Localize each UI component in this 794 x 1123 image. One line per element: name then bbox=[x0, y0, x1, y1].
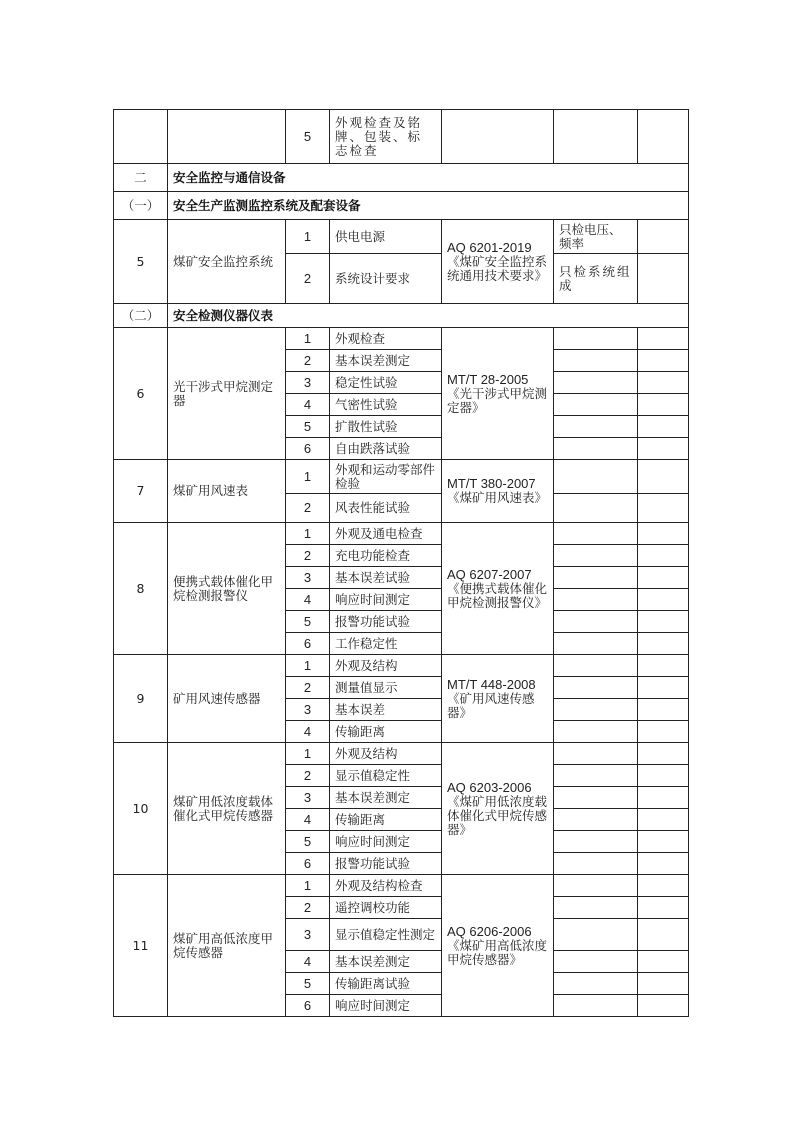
note-cell bbox=[554, 494, 638, 523]
note-cell bbox=[554, 951, 638, 973]
sub-no-cell: 6 bbox=[286, 853, 330, 875]
extra-cell bbox=[638, 611, 689, 633]
extra-cell bbox=[638, 787, 689, 809]
extra-cell bbox=[638, 328, 689, 350]
note-cell: 只检系统组成 bbox=[554, 254, 638, 304]
seq-cell: 7 bbox=[114, 460, 168, 523]
note-cell bbox=[554, 919, 638, 951]
sub-no-cell: 5 bbox=[286, 973, 330, 995]
sub-no-cell: 2 bbox=[286, 545, 330, 567]
item-cell: 充电功能检查 bbox=[330, 545, 442, 567]
note-cell bbox=[554, 611, 638, 633]
sub-no-cell: 4 bbox=[286, 951, 330, 973]
standard-code: MT/T 448-2008 bbox=[447, 676, 536, 692]
sub-no-cell: 2 bbox=[286, 350, 330, 372]
extra-cell bbox=[638, 853, 689, 875]
note-cell bbox=[554, 545, 638, 567]
inspection-items-table bbox=[113, 109, 689, 1017]
extra-cell bbox=[638, 110, 689, 164]
subsection-row bbox=[114, 304, 689, 328]
extra-cell bbox=[638, 743, 689, 765]
standard-cell bbox=[442, 460, 554, 523]
sub-no-cell: 2 bbox=[286, 765, 330, 787]
item-cell: 显示值稳定性 bbox=[330, 765, 442, 787]
note-cell bbox=[554, 110, 638, 164]
sub-no-cell: 5 bbox=[286, 831, 330, 853]
extra-cell bbox=[638, 350, 689, 372]
table-row bbox=[114, 875, 689, 897]
sub-no-cell: 3 bbox=[286, 699, 330, 721]
standard-code: MT/T 380-2007 bbox=[447, 476, 536, 491]
extra-cell bbox=[638, 567, 689, 589]
name-cell: 便携式载体催化甲烷检测报警仪 bbox=[168, 523, 286, 655]
sub-no-cell: 3 bbox=[286, 567, 330, 589]
sub-no-cell: 3 bbox=[286, 787, 330, 809]
item-cell: 外观和运动零部件检验 bbox=[330, 460, 442, 494]
extra-cell bbox=[638, 394, 689, 416]
subsection-title: 安全检测仪器仪表 bbox=[168, 304, 689, 328]
extra-cell bbox=[638, 919, 689, 951]
table-row bbox=[114, 220, 689, 254]
subsection-row bbox=[114, 192, 689, 220]
sub-no-cell: 6 bbox=[286, 995, 330, 1017]
note-cell bbox=[554, 765, 638, 787]
sub-no-cell: 1 bbox=[286, 220, 330, 254]
item-cell: 外观检查 bbox=[330, 328, 442, 350]
note-cell bbox=[554, 350, 638, 372]
sub-no-cell: 6 bbox=[286, 438, 330, 460]
standard-cell bbox=[442, 875, 554, 1017]
table-row bbox=[114, 460, 689, 494]
item-cell: 基本误差 bbox=[330, 699, 442, 721]
item-cell: 外观及结构 bbox=[330, 743, 442, 765]
extra-cell bbox=[638, 254, 689, 304]
sub-no-cell: 4 bbox=[286, 809, 330, 831]
extra-cell bbox=[638, 545, 689, 567]
item-cell: 风表性能试验 bbox=[330, 494, 442, 523]
standard-code: AQ 6203-2006 bbox=[447, 779, 532, 795]
extra-cell bbox=[638, 831, 689, 853]
note-cell bbox=[554, 677, 638, 699]
standard-title: 《煤矿用高低浓度甲烷传感器》 bbox=[447, 937, 548, 967]
item-cell: 报警功能试验 bbox=[330, 611, 442, 633]
item-cell: 显示值稳定性测定 bbox=[330, 919, 442, 951]
note-cell bbox=[554, 743, 638, 765]
note-cell bbox=[554, 438, 638, 460]
extra-cell bbox=[638, 460, 689, 494]
name-cell: 光干涉式甲烷测定器 bbox=[168, 328, 286, 460]
sub-no-cell: 1 bbox=[286, 875, 330, 897]
standard-cell bbox=[442, 655, 554, 743]
name-cell: 煤矿安全监控系统 bbox=[168, 220, 286, 304]
note-cell: 只检电压、频率 bbox=[554, 220, 638, 254]
standard-title: 《矿用风速传感器》 bbox=[447, 690, 535, 720]
section-row bbox=[114, 164, 689, 192]
note-cell bbox=[554, 787, 638, 809]
extra-cell bbox=[638, 494, 689, 523]
seq-cell: 6 bbox=[114, 328, 168, 460]
subsection-number: （二） bbox=[114, 304, 168, 328]
note-cell bbox=[554, 875, 638, 897]
note-cell bbox=[554, 416, 638, 438]
sub-no-cell: 4 bbox=[286, 721, 330, 743]
extra-cell bbox=[638, 677, 689, 699]
item-cell: 传输距离 bbox=[330, 721, 442, 743]
item-cell: 传输距离 bbox=[330, 809, 442, 831]
sub-no-cell: 1 bbox=[286, 460, 330, 494]
note-cell bbox=[554, 973, 638, 995]
standard-cell bbox=[442, 743, 554, 875]
item-cell: 响应时间测定 bbox=[330, 831, 442, 853]
standard-title: 《煤矿安全监控系统通用技术要求》 bbox=[447, 253, 548, 283]
item-cell: 测量值显示 bbox=[330, 677, 442, 699]
name-cell: 矿用风速传感器 bbox=[168, 655, 286, 743]
standard-cell bbox=[442, 220, 554, 304]
note-cell bbox=[554, 372, 638, 394]
note-cell bbox=[554, 589, 638, 611]
extra-cell bbox=[638, 220, 689, 254]
item-cell: 气密性试验 bbox=[330, 394, 442, 416]
standard-code: AQ 6201-2019 bbox=[447, 239, 532, 255]
extra-cell bbox=[638, 897, 689, 919]
table-row bbox=[114, 523, 689, 545]
standard-cell bbox=[442, 523, 554, 655]
extra-cell bbox=[638, 699, 689, 721]
extra-cell bbox=[638, 809, 689, 831]
seq-cell: 9 bbox=[114, 655, 168, 743]
seq-cell bbox=[114, 110, 168, 164]
item-cell: 基本误差测定 bbox=[330, 951, 442, 973]
item-cell: 外观及结构 bbox=[330, 655, 442, 677]
item-cell: 供电电源 bbox=[330, 220, 442, 254]
sub-no-cell: 1 bbox=[286, 655, 330, 677]
name-cell: 煤矿用高低浓度甲烷传感器 bbox=[168, 875, 286, 1017]
note-cell bbox=[554, 831, 638, 853]
item-cell: 传输距离试验 bbox=[330, 973, 442, 995]
sub-no-cell: 4 bbox=[286, 589, 330, 611]
item-cell: 自由跌落试验 bbox=[330, 438, 442, 460]
extra-cell bbox=[638, 973, 689, 995]
sub-no-cell: 1 bbox=[286, 743, 330, 765]
extra-cell bbox=[638, 995, 689, 1017]
section-number: 二 bbox=[114, 164, 168, 192]
item-cell: 系统设计要求 bbox=[330, 254, 442, 304]
item-cell: 外观及通电检查 bbox=[330, 523, 442, 545]
item-cell: 扩散性试验 bbox=[330, 416, 442, 438]
table-row bbox=[114, 328, 689, 350]
item-cell: 稳定性试验 bbox=[330, 372, 442, 394]
extra-cell bbox=[638, 721, 689, 743]
standard-title: 《光干涉式甲烷测定器》 bbox=[447, 385, 548, 415]
standard-code: AQ 6207-2007 bbox=[447, 566, 532, 582]
table-row bbox=[114, 743, 689, 765]
sub-no-cell: 6 bbox=[286, 633, 330, 655]
extra-cell bbox=[638, 951, 689, 973]
note-cell bbox=[554, 523, 638, 545]
item-cell: 外观检查及铭牌、包装、标志检查 bbox=[330, 110, 442, 164]
item-cell: 外观及结构检查 bbox=[330, 875, 442, 897]
note-cell bbox=[554, 853, 638, 875]
extra-cell bbox=[638, 655, 689, 677]
extra-cell bbox=[638, 416, 689, 438]
name-cell bbox=[168, 110, 286, 164]
extra-cell bbox=[638, 633, 689, 655]
note-cell bbox=[554, 328, 638, 350]
sub-no-cell: 1 bbox=[286, 328, 330, 350]
sub-no-cell: 5 bbox=[286, 416, 330, 438]
sub-no-cell: 3 bbox=[286, 372, 330, 394]
standard-title: 《煤矿用风速表》 bbox=[447, 490, 548, 505]
extra-cell bbox=[638, 372, 689, 394]
item-cell: 基本误差测定 bbox=[330, 787, 442, 809]
item-cell: 响应时间测定 bbox=[330, 995, 442, 1017]
standard-title: 《煤矿用低浓度载体催化式甲烷传感器》 bbox=[447, 793, 548, 837]
note-cell bbox=[554, 897, 638, 919]
seq-cell: 5 bbox=[114, 220, 168, 304]
note-cell bbox=[554, 809, 638, 831]
item-cell: 基本误差测定 bbox=[330, 350, 442, 372]
standard-title: 《便携式载体催化甲烷检测报警仪》 bbox=[447, 580, 548, 610]
extra-cell bbox=[638, 875, 689, 897]
table-row bbox=[114, 110, 689, 164]
seq-cell: 11 bbox=[114, 875, 168, 1017]
standard-cell bbox=[442, 110, 554, 164]
sub-no-cell: 5 bbox=[286, 611, 330, 633]
extra-cell bbox=[638, 523, 689, 545]
extra-cell bbox=[638, 438, 689, 460]
sub-no-cell: 1 bbox=[286, 523, 330, 545]
extra-cell bbox=[638, 765, 689, 787]
item-cell: 响应时间测定 bbox=[330, 589, 442, 611]
standard-code: AQ 6206-2006 bbox=[447, 923, 532, 939]
name-cell: 煤矿用低浓度载体催化式甲烷传感器 bbox=[168, 743, 286, 875]
seq-cell: 8 bbox=[114, 523, 168, 655]
table-row bbox=[114, 655, 689, 677]
section-title: 安全监控与通信设备 bbox=[168, 164, 689, 192]
note-cell bbox=[554, 655, 638, 677]
item-cell: 遥控调校功能 bbox=[330, 897, 442, 919]
item-cell: 工作稳定性 bbox=[330, 633, 442, 655]
extra-cell bbox=[638, 589, 689, 611]
sub-no-cell: 2 bbox=[286, 494, 330, 523]
standard-cell bbox=[442, 328, 554, 460]
sub-no-cell: 2 bbox=[286, 677, 330, 699]
sub-no-cell: 4 bbox=[286, 394, 330, 416]
item-cell: 报警功能试验 bbox=[330, 853, 442, 875]
sub-no-cell: 2 bbox=[286, 254, 330, 304]
note-cell bbox=[554, 699, 638, 721]
note-cell bbox=[554, 995, 638, 1017]
standard-code: MT/T 28-2005 bbox=[447, 371, 529, 387]
sub-no-cell: 3 bbox=[286, 919, 330, 951]
note-cell bbox=[554, 460, 638, 494]
subsection-number: （一） bbox=[114, 192, 168, 220]
note-cell bbox=[554, 721, 638, 743]
note-cell bbox=[554, 633, 638, 655]
name-cell: 煤矿用风速表 bbox=[168, 460, 286, 523]
note-cell bbox=[554, 394, 638, 416]
item-cell: 基本误差试验 bbox=[330, 567, 442, 589]
subsection-title: 安全生产监测监控系统及配套设备 bbox=[168, 192, 689, 220]
sub-no-cell: 5 bbox=[286, 110, 330, 164]
seq-cell: 10 bbox=[114, 743, 168, 875]
sub-no-cell: 2 bbox=[286, 897, 330, 919]
note-cell bbox=[554, 567, 638, 589]
